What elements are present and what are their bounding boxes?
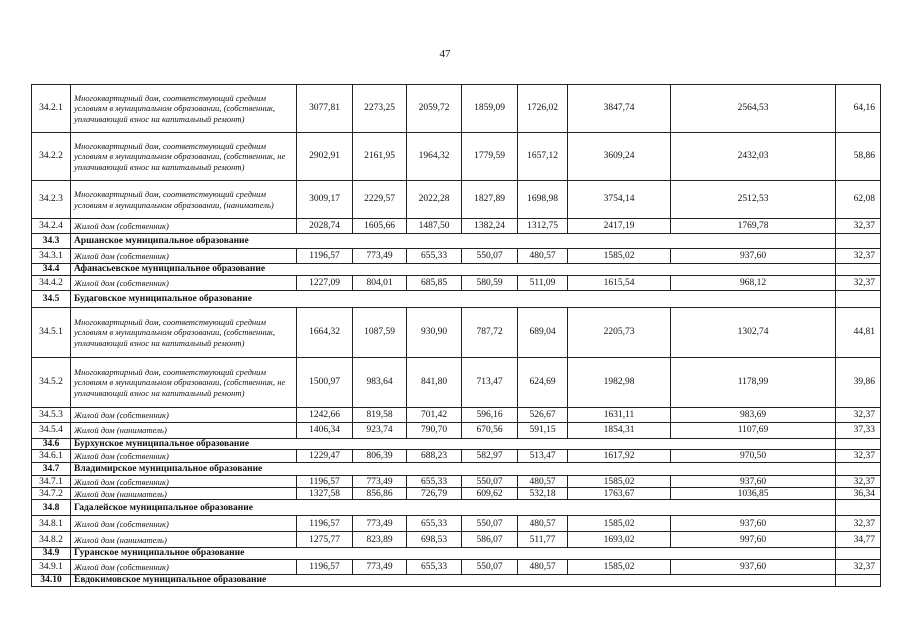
value-cell: 1631,11 [568, 408, 671, 423]
value-cell: 32,37 [836, 516, 881, 532]
value-cell: 1229,47 [297, 450, 353, 463]
value-cell: 2564,53 [671, 85, 836, 133]
section-row [32, 574, 881, 586]
value-cell: 1585,02 [568, 516, 671, 532]
table-row [32, 276, 881, 291]
empty-cell [836, 463, 881, 476]
value-cell: 701,42 [407, 408, 462, 423]
value-cell: 32,37 [836, 219, 881, 234]
value-cell: 32,37 [836, 450, 881, 463]
value-cell: 773,49 [353, 559, 407, 574]
row-description: Жилой дом (собственник) [71, 219, 297, 234]
value-cell: 1406,34 [297, 423, 353, 439]
value-cell: 923,74 [353, 423, 407, 439]
value-cell: 580,59 [462, 276, 518, 291]
value-cell: 513,47 [518, 450, 568, 463]
value-cell: 1605,66 [353, 219, 407, 234]
value-cell: 3847,74 [568, 85, 671, 133]
value-cell: 550,07 [462, 559, 518, 574]
table-row [32, 308, 881, 358]
value-cell: 532,18 [518, 488, 568, 500]
section-row [32, 463, 881, 476]
row-code: 34.10 [32, 574, 71, 586]
value-cell: 1036,85 [671, 488, 836, 500]
value-cell: 1827,89 [462, 181, 518, 219]
row-code: 34.2.1 [32, 85, 71, 133]
section-title: Владимирское муниципальное образование [71, 463, 836, 476]
value-cell: 773,49 [353, 249, 407, 264]
row-description: Жилой дом (наниматель) [71, 532, 297, 548]
value-cell: 1382,24 [462, 219, 518, 234]
value-cell: 3754,14 [568, 181, 671, 219]
tariff-table [31, 84, 881, 587]
value-cell: 511,77 [518, 532, 568, 548]
value-cell: 655,33 [407, 559, 462, 574]
section-row [32, 548, 881, 559]
value-cell: 688,23 [407, 450, 462, 463]
row-description: Многоквартирный дом, соответствующий средним условиям в муниципальном образовании, (собственник, уплачивающий взнос на капитальный ремонт) [71, 308, 297, 358]
value-cell: 526,67 [518, 408, 568, 423]
row-description: Жилой дом (собственник) [71, 476, 297, 488]
row-description: Многоквартирный дом, соответствующий средним условиям в муниципальном образовании, (собственник, не уплачивающий взнос на капитальный ремонт) [71, 133, 297, 181]
value-cell: 1196,57 [297, 516, 353, 532]
row-code: 34.5.3 [32, 408, 71, 423]
value-cell: 44,81 [836, 308, 881, 358]
row-code: 34.4 [32, 264, 71, 276]
value-cell: 2273,25 [353, 85, 407, 133]
value-cell: 819,58 [353, 408, 407, 423]
value-cell: 1982,98 [568, 358, 671, 408]
value-cell: 997,60 [671, 532, 836, 548]
value-cell: 1227,09 [297, 276, 353, 291]
value-cell: 841,80 [407, 358, 462, 408]
value-cell: 930,90 [407, 308, 462, 358]
value-cell: 39,86 [836, 358, 881, 408]
row-code: 34.5 [32, 291, 71, 308]
row-description: Жилой дом (собственник) [71, 408, 297, 423]
value-cell: 582,97 [462, 450, 518, 463]
value-cell: 655,33 [407, 249, 462, 264]
table-row [32, 450, 881, 463]
value-cell: 1779,59 [462, 133, 518, 181]
value-cell: 1763,67 [568, 488, 671, 500]
value-cell: 937,60 [671, 516, 836, 532]
value-cell: 1859,09 [462, 85, 518, 133]
value-cell: 1327,58 [297, 488, 353, 500]
value-cell: 34,77 [836, 532, 881, 548]
value-cell: 58,86 [836, 133, 881, 181]
value-cell: 480,57 [518, 249, 568, 264]
value-cell: 968,12 [671, 276, 836, 291]
value-cell: 689,04 [518, 308, 568, 358]
value-cell: 1196,57 [297, 249, 353, 264]
value-cell: 1615,54 [568, 276, 671, 291]
value-cell: 2417,19 [568, 219, 671, 234]
value-cell: 1698,98 [518, 181, 568, 219]
row-code: 34.5.1 [32, 308, 71, 358]
empty-cell [836, 548, 881, 559]
section-title: Аршанское муниципальное образование [71, 234, 836, 249]
value-cell: 591,15 [518, 423, 568, 439]
value-cell: 3609,24 [568, 133, 671, 181]
value-cell: 62,08 [836, 181, 881, 219]
value-cell: 983,64 [353, 358, 407, 408]
value-cell: 32,37 [836, 559, 881, 574]
row-code: 34.8.2 [32, 532, 71, 548]
row-description: Жилой дом (наниматель) [71, 488, 297, 500]
value-cell: 2229,57 [353, 181, 407, 219]
row-code: 34.2.4 [32, 219, 71, 234]
row-description: Жилой дом (собственник) [71, 450, 297, 463]
value-cell: 1664,32 [297, 308, 353, 358]
value-cell: 685,85 [407, 276, 462, 291]
row-code: 34.2.2 [32, 133, 71, 181]
row-description: Жилой дом (собственник) [71, 559, 297, 574]
value-cell: 511,09 [518, 276, 568, 291]
row-code: 34.7.1 [32, 476, 71, 488]
row-code: 34.5.4 [32, 423, 71, 439]
value-cell: 1087,59 [353, 308, 407, 358]
value-cell: 2028,74 [297, 219, 353, 234]
value-cell: 2161,95 [353, 133, 407, 181]
table-row [32, 219, 881, 234]
empty-cell [836, 234, 881, 249]
value-cell: 1107,69 [671, 423, 836, 439]
value-cell: 480,57 [518, 516, 568, 532]
empty-cell [836, 291, 881, 308]
row-description: Жилой дом (наниматель) [71, 423, 297, 439]
table-row [32, 488, 881, 500]
table-row [32, 249, 881, 264]
row-description: Многоквартирный дом, соответствующий средним условиям в муниципальном образовании, (собственник, уплачивающий взнос на капитальный ремонт) [71, 85, 297, 133]
value-cell: 550,07 [462, 516, 518, 532]
section-row [32, 500, 881, 516]
value-cell: 970,50 [671, 450, 836, 463]
value-cell: 2022,28 [407, 181, 462, 219]
value-cell: 32,37 [836, 476, 881, 488]
empty-cell [836, 264, 881, 276]
section-row [32, 439, 881, 450]
value-cell: 726,79 [407, 488, 462, 500]
value-cell: 1585,02 [568, 476, 671, 488]
value-cell: 2059,72 [407, 85, 462, 133]
table-row [32, 85, 881, 133]
value-cell: 698,53 [407, 532, 462, 548]
value-cell: 32,37 [836, 276, 881, 291]
value-cell: 1585,02 [568, 559, 671, 574]
value-cell: 2902,91 [297, 133, 353, 181]
value-cell: 806,39 [353, 450, 407, 463]
row-code: 34.3.1 [32, 249, 71, 264]
row-code: 34.9.1 [32, 559, 71, 574]
value-cell: 937,60 [671, 249, 836, 264]
value-cell: 1487,50 [407, 219, 462, 234]
value-cell: 609,62 [462, 488, 518, 500]
value-cell: 37,33 [836, 423, 881, 439]
value-cell: 2432,03 [671, 133, 836, 181]
value-cell: 550,07 [462, 249, 518, 264]
value-cell: 1500,97 [297, 358, 353, 408]
value-cell: 1693,02 [568, 532, 671, 548]
value-cell: 1242,66 [297, 408, 353, 423]
table-row [32, 559, 881, 574]
row-description: Жилой дом (собственник) [71, 516, 297, 532]
value-cell: 655,33 [407, 476, 462, 488]
value-cell: 1657,12 [518, 133, 568, 181]
value-cell: 32,37 [836, 249, 881, 264]
table-row [32, 133, 881, 181]
table-row [32, 476, 881, 488]
section-title: Евдокимовское муниципальное образование [71, 574, 836, 586]
row-description: Жилой дом (собственник) [71, 249, 297, 264]
row-code: 34.4.2 [32, 276, 71, 291]
section-row [32, 264, 881, 276]
value-cell: 3077,81 [297, 85, 353, 133]
section-row [32, 291, 881, 308]
value-cell: 1196,57 [297, 559, 353, 574]
value-cell: 670,56 [462, 423, 518, 439]
value-cell: 1302,74 [671, 308, 836, 358]
row-description: Многоквартирный дом, соответствующий средним условиям в муниципальном образовании, (наниматель) [71, 181, 297, 219]
table-row [32, 408, 881, 423]
table-row [32, 532, 881, 548]
table-row [32, 516, 881, 532]
section-title: Бурхунское муниципальное образование [71, 439, 836, 450]
value-cell: 856,86 [353, 488, 407, 500]
row-description: Многоквартирный дом, соответствующий средним условиям в муниципальном образовании, (собственник, не уплачивающий взнос на капитальный ремонт) [71, 358, 297, 408]
table-body [32, 85, 881, 587]
value-cell: 596,16 [462, 408, 518, 423]
value-cell: 1769,78 [671, 219, 836, 234]
value-cell: 1275,77 [297, 532, 353, 548]
value-cell: 1964,32 [407, 133, 462, 181]
value-cell: 36,34 [836, 488, 881, 500]
section-row [32, 234, 881, 249]
empty-cell [836, 574, 881, 586]
value-cell: 64,16 [836, 85, 881, 133]
row-code: 34.2.3 [32, 181, 71, 219]
value-cell: 804,01 [353, 276, 407, 291]
row-code: 34.5.2 [32, 358, 71, 408]
value-cell: 1312,75 [518, 219, 568, 234]
row-code: 34.3 [32, 234, 71, 249]
page-number: 47 [439, 48, 451, 60]
value-cell: 2512,53 [671, 181, 836, 219]
empty-cell [836, 439, 881, 450]
table-row [32, 358, 881, 408]
value-cell: 1585,02 [568, 249, 671, 264]
section-title: Будаговское муниципальное образование [71, 291, 836, 308]
value-cell: 773,49 [353, 516, 407, 532]
row-description: Жилой дом (собственник) [71, 276, 297, 291]
row-code: 34.7.2 [32, 488, 71, 500]
row-code: 34.6 [32, 439, 71, 450]
section-title: Афанасьевское муниципальное образование [71, 264, 836, 276]
row-code: 34.9 [32, 548, 71, 559]
value-cell: 2205,73 [568, 308, 671, 358]
value-cell: 823,89 [353, 532, 407, 548]
value-cell: 713,47 [462, 358, 518, 408]
row-code: 34.6.1 [32, 450, 71, 463]
value-cell: 586,07 [462, 532, 518, 548]
value-cell: 1178,99 [671, 358, 836, 408]
row-code: 34.8 [32, 500, 71, 516]
value-cell: 937,60 [671, 476, 836, 488]
table-row [32, 181, 881, 219]
value-cell: 1854,31 [568, 423, 671, 439]
row-code: 34.8.1 [32, 516, 71, 532]
value-cell: 983,69 [671, 408, 836, 423]
value-cell: 1726,02 [518, 85, 568, 133]
value-cell: 787,72 [462, 308, 518, 358]
value-cell: 480,57 [518, 559, 568, 574]
value-cell: 1617,92 [568, 450, 671, 463]
row-code: 34.7 [32, 463, 71, 476]
value-cell: 790,70 [407, 423, 462, 439]
value-cell: 937,60 [671, 559, 836, 574]
section-title: Гадалейское муниципальное образование [71, 500, 836, 516]
value-cell: 3009,17 [297, 181, 353, 219]
value-cell: 655,33 [407, 516, 462, 532]
value-cell: 773,49 [353, 476, 407, 488]
empty-cell [836, 500, 881, 516]
table-row [32, 423, 881, 439]
value-cell: 1196,57 [297, 476, 353, 488]
value-cell: 480,57 [518, 476, 568, 488]
value-cell: 32,37 [836, 408, 881, 423]
value-cell: 550,07 [462, 476, 518, 488]
value-cell: 624,69 [518, 358, 568, 408]
section-title: Гуранское муниципальное образование [71, 548, 836, 559]
